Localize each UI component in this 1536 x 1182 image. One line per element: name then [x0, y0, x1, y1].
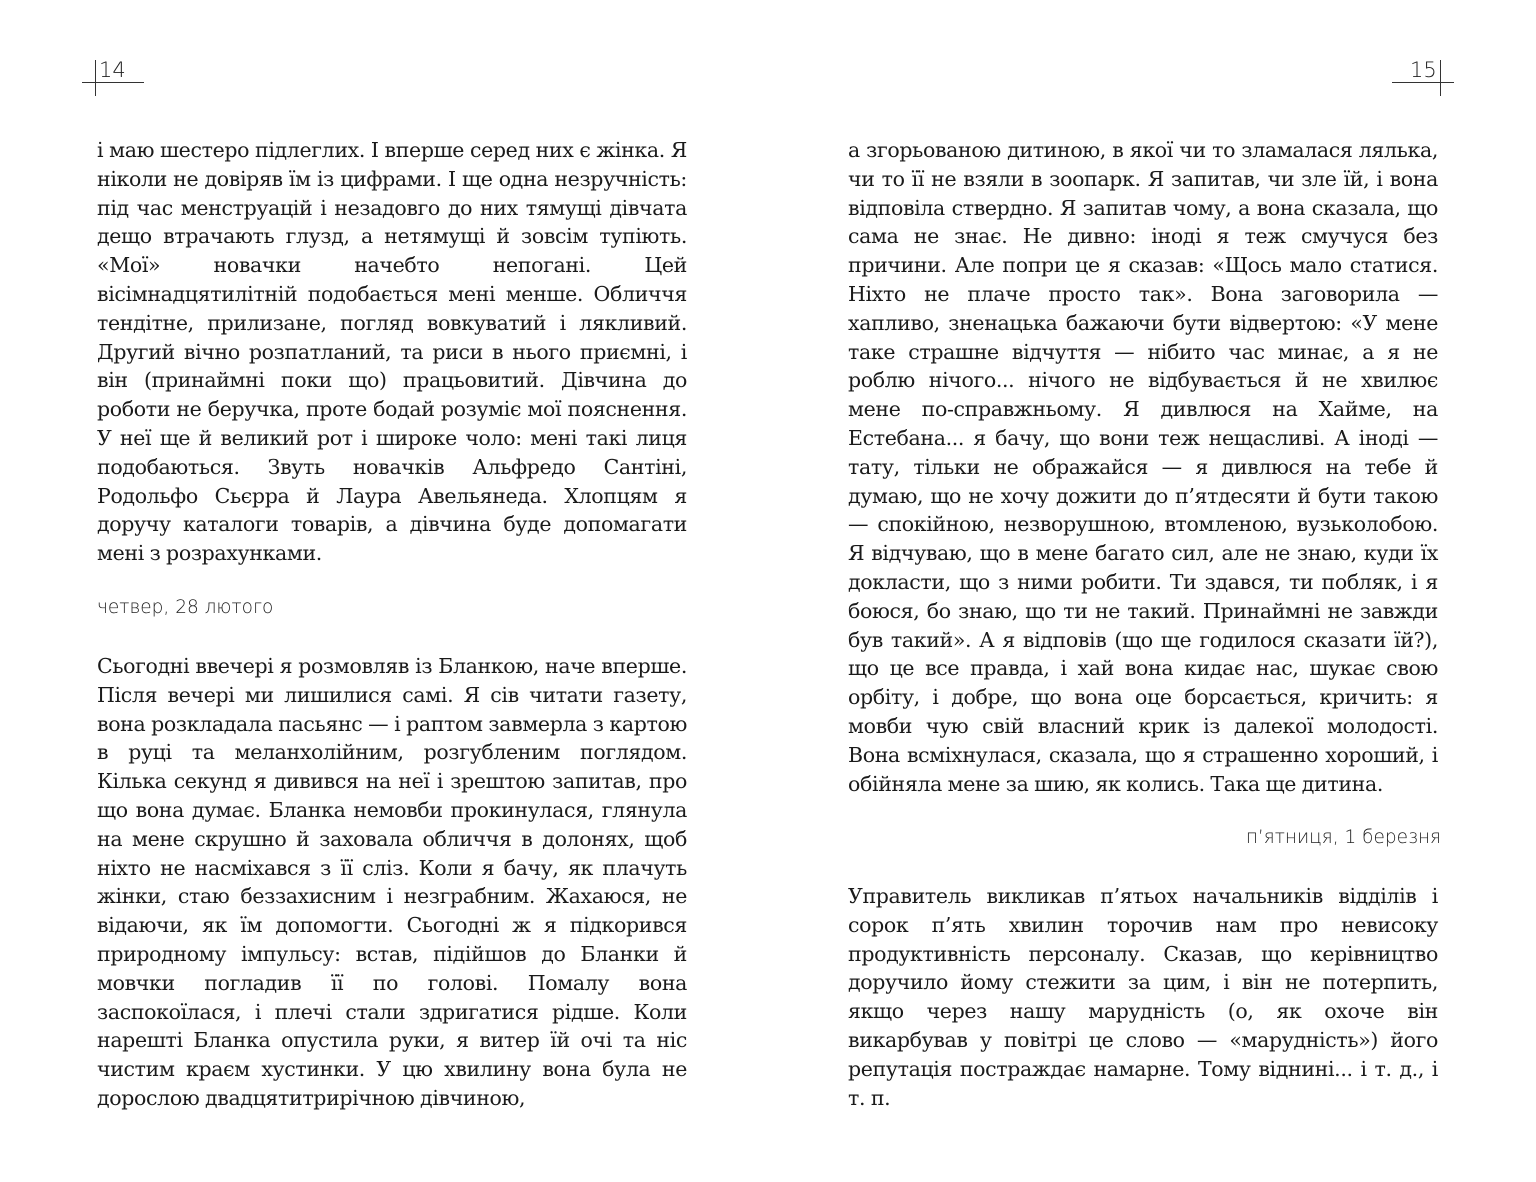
- crop-mark: [82, 82, 144, 83]
- page-number-right: 15: [1410, 58, 1437, 82]
- left-paragraph-2: Сьогодні ввечері я розмовляв із Бланкою, наче вперше. Після вечері ми лишилися самі. Я сів читати газету, вона розкладала пасьянс — і раптом завмерла з картою в руці та меланхолійним, розгубленим поглядом. Кілька секунд я дивився на неї і зрештою запитав, про що вона думає. Бланка немовби прокинулася, глянула на мене скрушно й заховала обличчя в долонях, щоб ніхто не насміхався з її сліз. Коли я бачу, як плачуть жінки, стаю беззахисним і незграбним. Жахаюся, не відаючи, як їм допомогти. Сьогодні ж я підкорився природному імпульсу: встав, підійшов до Бланки й мовчки погладив її по голові. Помалу вона заспокоїлася, і плечі стали здригатися рідше. Коли нарешті Бланка опустила руки, я витер їй очі та ніс чистим краєм хустинки. У цю хвилину вона була не дорослою двадцятитрирічною дівчиною,: [97, 654, 687, 1110]
- left-paragraph-1: і маю шестеро підлеглих. І вперше серед них є жінка. Я ніколи не довіряв їм із цифрами. І ще одна незручність: під час менструацій і незадовго до них тямущі дівчата дещо втрачають глузд, а нетямущі й зовсім тупіють. «Мої» новачки начебто непогані. Цей вісімнадцятилітній подобається мені менше. Обличчя тендітне, прилизане, погляд вовкуватий і лякливий. Другий вічно розпатланий, та риси в нього приємні, і він (принаймні поки що) працьовитий. Дівчина до роботи не беручка, проте бодай розуміє мої пояснення. У неї ще й великий рот і широке чоло: мені такі лиця подобаються. Звуть новачків Альфредо Сантіні, Родольфо Сьєрра й Лаура Авельянеда. Хлопцям я доручу каталоги товарів, а дівчина буде допомагати мені з розрахунками.: [97, 138, 687, 566]
- crop-mark: [1440, 60, 1441, 96]
- right-paragraph-1: а згорьованою дитиною, в якої чи то зламалася лялька, чи то її не взяли в зоопарк. Я запитав, чи зле їй, і вона відповіла ствердно. Я запитав чому, а вона сказала, що сама не знає. Не дивно: іноді я теж смучуся без причини. Але попри це я сказав: «Щось мало статися. Ніхто не плаче просто так». Вона заговорила — хапливо, зненацька бажаючи бути відвертою: «У мене таке страшне відчуття — нібито час минає, а я не роблю нічого... нічого не відбувається й не хвилює мене по-справжньому. Я дивлюся на Хайме, на Естебана... я бачу, що вони теж нещасливі. А іноді — тату, тільки не ображайся — я дивлюся на тебе й думаю, що не хочу дожити до п’ятдесяти й бути такою — спокійною, незворушною, втомленою, вузьколобою. Я відчуваю, що в мене багато сил, але не знаю, куди їх докласти, що з ними робити. Ти здався, ти побляк, і я боюся, бо знаю, що ти не такий. Принаймні не завжди був такий». А я відповів (що ще годилося сказати їй?), що це все правда, і хай вона кидає нас, шукає свою орбіту, і добре, що вона оце борсається, кричить: я мовби чую свій власний крик із далекої молодості. Вона всміхнулася, сказала, що я страшенно хороший, і обійняла мене за шию, як колись. Така ще дитина.: [848, 138, 1438, 796]
- crop-mark: [95, 60, 96, 96]
- date-heading-friday: п’ятниця, 1 березня: [1245, 827, 1441, 848]
- right-paragraph-2: Управитель викликав п’ятьох начальників відділів і сорок п’ять хвилин торочив нам про невисоку продуктивність персоналу. Сказав, що керівництво доручило йому стежити за цим, і він не потерпить, якщо через нашу марудність (о, як охоче він викарбував у повітрі це слово — «марудність») його репутація постраждає намарне. Тому віднині... і т. д., і т. п.: [848, 884, 1438, 1110]
- date-heading-thursday: четвер, 28 лютого: [97, 597, 274, 618]
- page-number-left: 14: [99, 58, 126, 82]
- crop-mark: [1392, 82, 1454, 83]
